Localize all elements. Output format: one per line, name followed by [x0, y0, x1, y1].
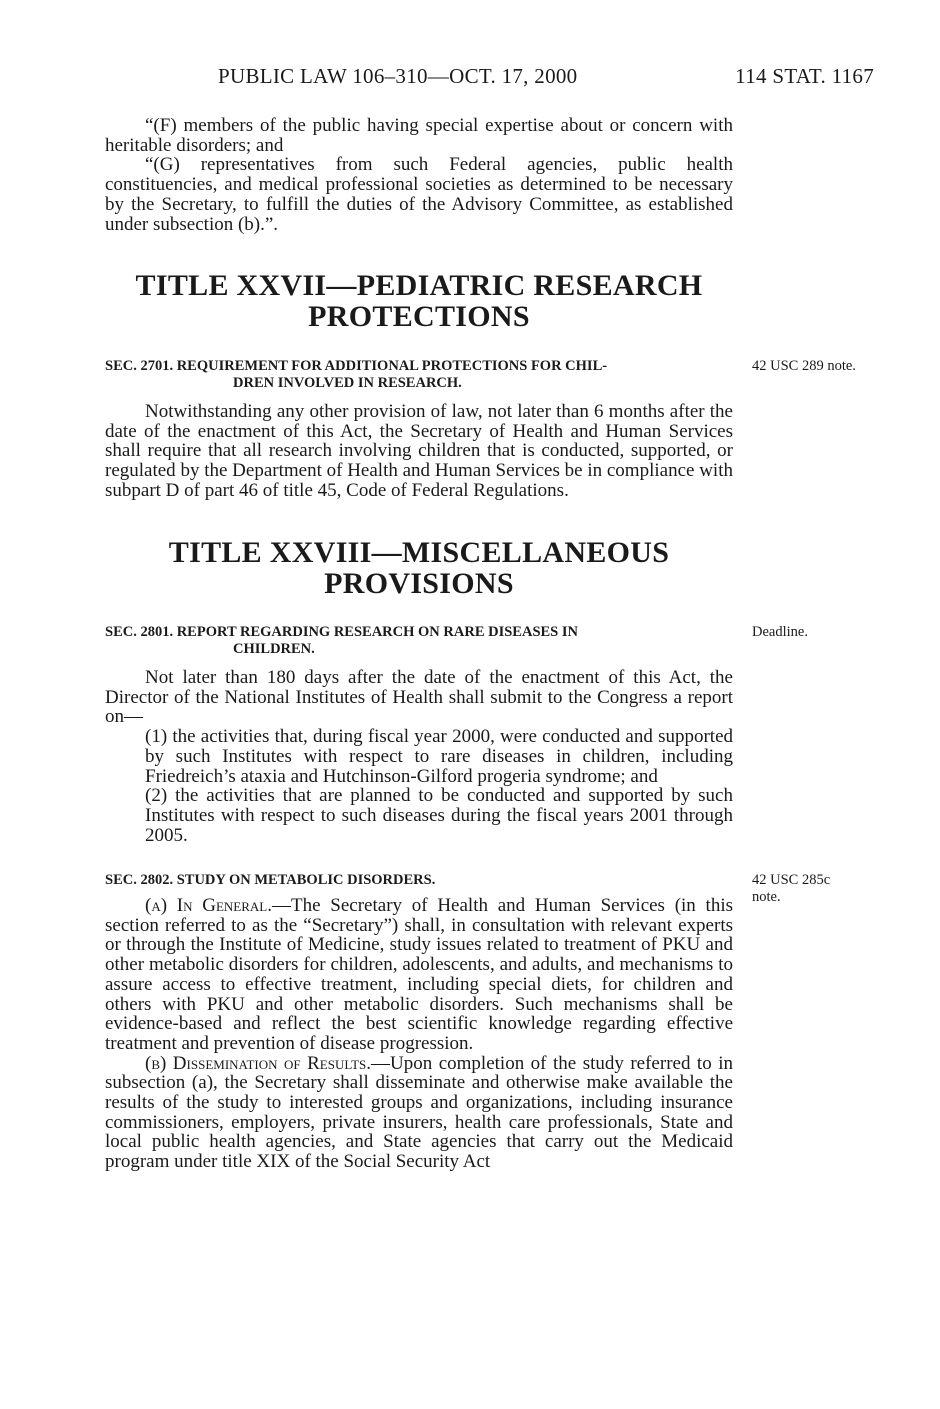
- sec-2701-margin-note: 42 USC 289 note.: [752, 358, 856, 374]
- sec-2802-subsection-b: [105, 1054, 733, 1172]
- sec-2801-heading-line2: CHILDREN.: [233, 641, 315, 657]
- running-header-left: PUBLIC LAW 106–310—OCT. 17, 2000: [218, 64, 578, 88]
- sec-2701-paragraph: Notwithstanding any other provision of law, not later than 6 months after the date of the enactment of this Act, the Secretary of Health and Human Services shall require that all research involving children that is conducted, supported, or regulated by the Department of Health and Human Services be in compliance with subpart D of part 46 of title 45, Code of Federal Regulations.: [105, 401, 733, 501]
- sec-2801-body: [105, 668, 733, 845]
- sec-2701-heading-line2: DREN INVOLVED IN RESEARCH.: [233, 375, 462, 391]
- sec-2701-body: [105, 402, 733, 501]
- sec-2701-heading: [105, 358, 733, 392]
- advisory-committee-paragraphs: [105, 116, 733, 234]
- sec-2802-margin-note-line2: note.: [752, 889, 781, 905]
- title-xxvii-line1: TITLE XXVII—PEDIATRIC RESEARCH: [135, 269, 703, 302]
- sec-2801-heading: [105, 624, 733, 658]
- sec-2801-heading-line1: SEC. 2801. REPORT REGARDING RESEARCH ON RARE DISEASES IN: [105, 624, 578, 640]
- sec-2801-item-2: (2) the activities that are planned to be conducted and supported by such Institutes with respect to such diseases during the fiscal years 2001 through 2005.: [145, 785, 733, 846]
- running-header-right: 114 STAT. 1167: [735, 64, 874, 88]
- subsection-b-text: —Upon completion of the study referred to in subsection (a), the Secretary shall disseminate and otherwise make available the results of the study to interested groups and organizations, including insurance commissioners, employers, private insurers, health care professionals, State and local public health agencies, and State agencies that carry out the Medicaid program under title XIX of the Social Security Act: [105, 1052, 733, 1173]
- title-xxviii-heading: [105, 537, 733, 599]
- subsection-b-label: (b) Dissemination of Results.: [145, 1052, 372, 1074]
- sec-2801-intro: Not later than 180 days after the date of the enactment of this Act, the Director of the National Institutes of Health shall submit to the Congress a report on—: [105, 667, 733, 728]
- subsection-a-label: (a) In General.: [145, 895, 272, 916]
- sec-2701-heading-line1: SEC. 2701. REQUIREMENT FOR ADDITIONAL PROTECTIONS FOR CHIL-: [105, 358, 608, 374]
- title-xxviii-line2: PROVISIONS: [324, 567, 514, 600]
- paragraph-g: “(G) representatives from such Federal agencies, public health constituencies, and medical professional societies as determined to be necessary by the Secretary, to fulfill the duties of the Advisory Committee, as established under subsection (b).”.: [105, 154, 733, 235]
- title-xxvii-heading: [105, 270, 733, 332]
- sec-2802-subsection-a: [105, 896, 733, 1054]
- paragraph-f: “(F) members of the public having special expertise about or concern with heritable disorders; and: [105, 115, 733, 156]
- title-xxvii-line2: PROTECTIONS: [308, 300, 530, 333]
- title-xxviii-line1: TITLE XXVIII—MISCELLANEOUS: [168, 536, 670, 569]
- sec-2802-body: [105, 896, 733, 1172]
- sec-2801-margin-note: Deadline.: [752, 624, 808, 640]
- sec-2801-item-1: (1) the activities that, during fiscal year 2000, were conducted and supported by such Institutes with respect to rare diseases in children, including Friedreich’s ataxia and Hutchinson-Gilford progeria syndrome; and: [145, 726, 733, 787]
- sec-2802-margin-note-line1: 42 USC 285c: [752, 872, 831, 888]
- sec-2802-heading: SEC. 2802. STUDY ON METABOLIC DISORDERS.: [105, 872, 436, 888]
- subsection-a-text: —The Secretary of Health and Human Services (in this section referred to as the “Secretary”) shall, in consultation with relevant experts or through the Institute of Medicine, study issues related to treatment of PKU and other metabolic disorders for children, adolescents, and adults, and mechanisms to assure access to effective treatment, including special diets, for children and others with PKU and other metabolic disorders. Such mechanisms shall be evidence-based and reflect the best scientific knowledge regarding effective treatment and prevention of disease progression.: [105, 895, 733, 1054]
- sec-2802-margin-note: [752, 872, 830, 906]
